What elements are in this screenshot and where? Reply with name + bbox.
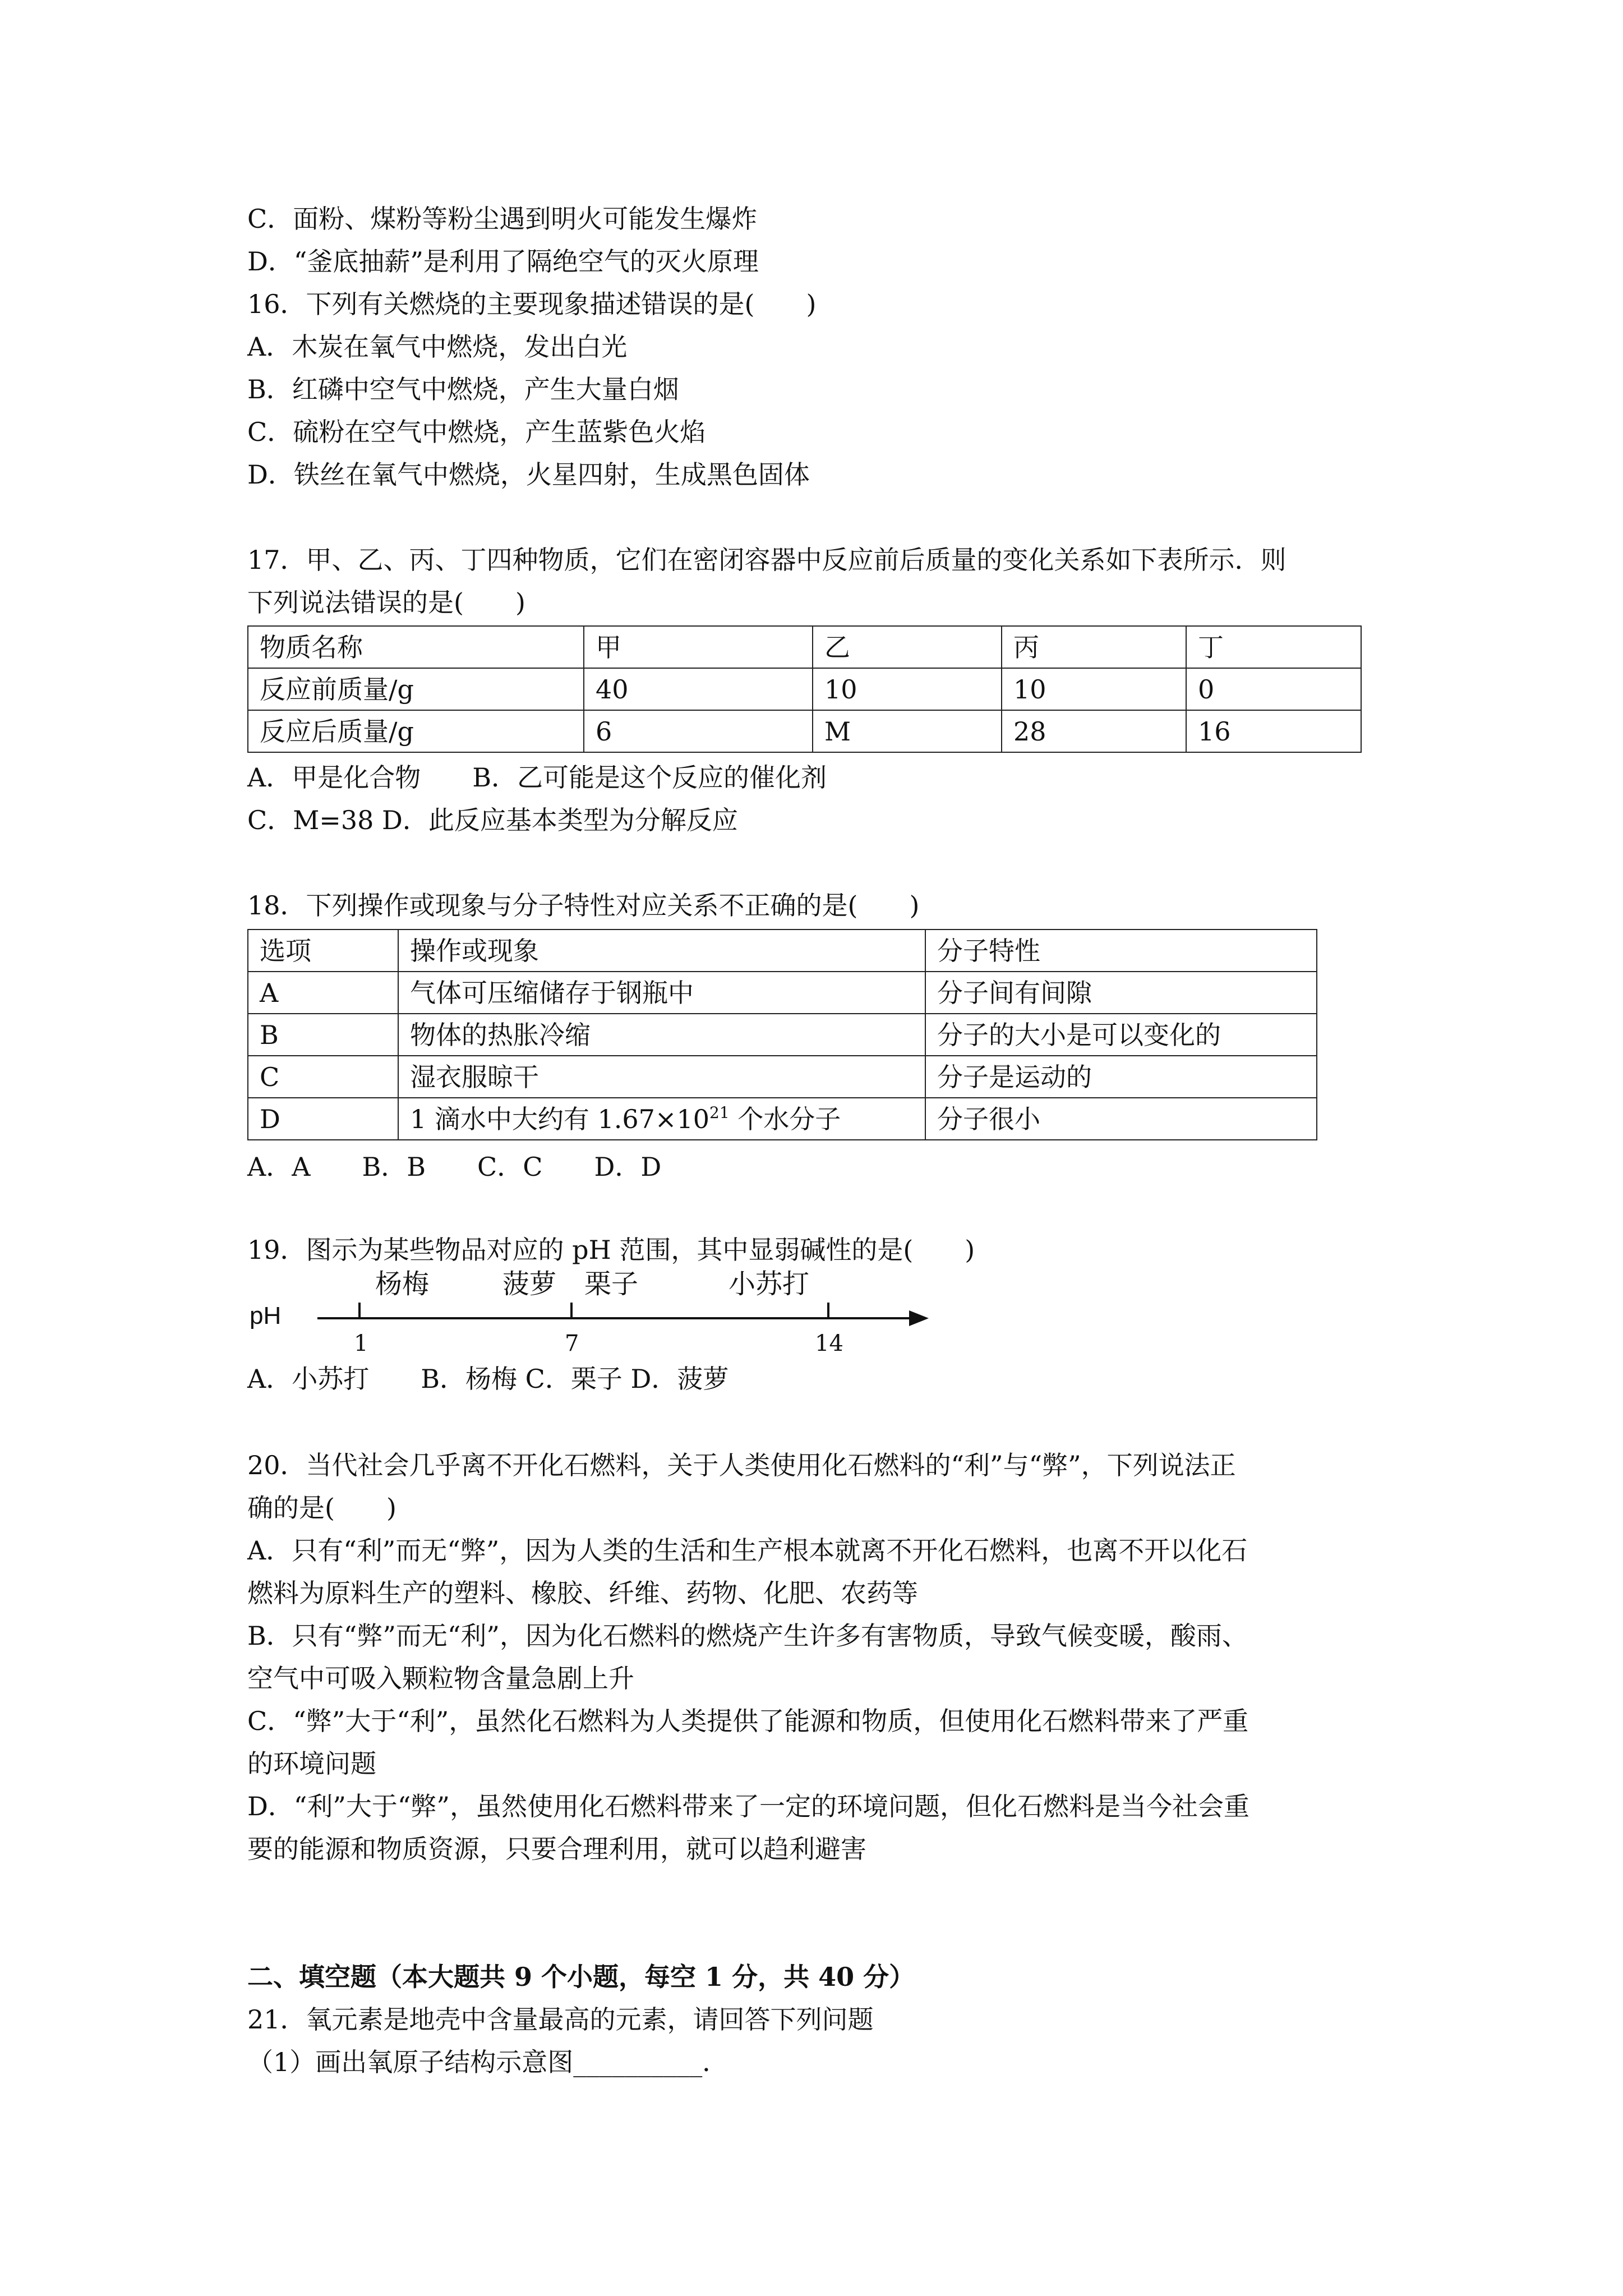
ph-item-label: 小苏打: [728, 1268, 810, 1300]
question-20-stem-line1: 20．当代社会几乎离不开化石燃料，关于人类使用化石燃料的“利”与“弊”，下列说法正: [247, 1450, 1236, 1480]
ph-item-label: 杨梅: [375, 1268, 430, 1300]
option-c-q20-line2: 的环境问题: [247, 1749, 376, 1779]
cell-text: 个水分子: [729, 1103, 841, 1134]
table-header-cell: 丁: [1186, 626, 1361, 668]
option-c-q15: C．面粉、煤粉等粉尘遇到明火可能发生爆炸: [247, 204, 758, 234]
table-cell: M: [813, 710, 1002, 752]
option-b-q16: B．红磷中空气中燃烧，产生大量白烟: [247, 374, 679, 404]
option-d-q16: D．铁丝在氧气中燃烧，火星四射，生成黑色固体: [247, 459, 810, 490]
table-header-cell: 乙: [813, 626, 1002, 668]
question-16-stem: 16．下列有关燃烧的主要现象描述错误的是( ): [247, 289, 817, 319]
table-cell: 10: [1002, 668, 1186, 710]
question-21-stem: 21．氧元素是地壳中含量最高的元素，请回答下列问题: [247, 2004, 874, 2035]
table-cell: B: [248, 1014, 398, 1056]
table-row: [248, 668, 1361, 710]
table-cell: 分子很小: [925, 1098, 1317, 1140]
options-ab-q17: A．甲是化合物 B．乙可能是这个反应的催化剂: [247, 762, 827, 793]
table-row: [248, 1056, 1317, 1098]
table-cell: 反应前质量/g: [248, 668, 584, 710]
table-header-cell: 甲: [584, 626, 813, 668]
question-21-part-1: （1）画出氧原子结构示意图__________．: [247, 2047, 728, 2077]
table-header-cell: 分子特性: [925, 930, 1317, 972]
table-header-cell: 丙: [1002, 626, 1186, 668]
table-row: [248, 972, 1317, 1014]
option-a-q20-line2: 燃料为原料生产的塑料、橡胶、纤维、药物、化肥、农药等: [247, 1578, 918, 1608]
table-header-cell: 操作或现象: [398, 930, 925, 972]
ph-tick-label: 14: [815, 1331, 843, 1356]
option-a-q16: A．木炭在氧气中燃烧，发出白光: [247, 332, 628, 362]
ph-axis-label: pH: [250, 1302, 282, 1329]
molecule-property-table: [247, 929, 1317, 1140]
table-cell: A: [248, 972, 398, 1014]
ph-item-label: 栗子: [584, 1268, 639, 1300]
table-header-cell: 物质名称: [248, 626, 584, 668]
ph-scale-figure: [247, 1262, 948, 1369]
ph-tick-label: 7: [565, 1331, 579, 1356]
option-d-q20-line1: D．“利”大于“弊”，虽然使用化石燃料带来了一定的环境问题，但化石燃料是当今社会重: [247, 1791, 1249, 1821]
table-cell: 分子间有间隙: [925, 972, 1317, 1014]
option-b-q20-line1: B．只有“弊”而无“利”，因为化石燃料的燃烧产生许多有害物质，导致气候变暖，酸雨、: [247, 1621, 1248, 1651]
table-cell: 16: [1186, 710, 1361, 752]
options-q19: A．小苏打 B．杨梅 C．栗子 D．菠萝: [247, 1364, 729, 1394]
question-18-stem: 18．下列操作或现象与分子特性对应关系不正确的是( ): [247, 890, 920, 921]
table-row: [248, 710, 1361, 752]
ph-item-label: 菠萝: [502, 1268, 557, 1300]
cell-text: 1 滴水中大约有 1.67×10: [410, 1103, 710, 1134]
options-q18: A．A B．B C．C D．D: [247, 1152, 662, 1182]
table-header-row: [248, 930, 1317, 972]
option-c-q20-line1: C．“弊”大于“利”，虽然化石燃料为人类提供了能源和物质，但使用化石燃料带来了严重: [247, 1706, 1249, 1736]
option-a-q20-line1: A．只有“利”而无“弊”，因为人类的生活和生产根本就离不开化石燃料，也离不开以化石: [247, 1535, 1248, 1566]
question-17-stem-line1: 17．甲、乙、丙、丁四种物质，它们在密闭容器中反应前后质量的变化关系如下表所示．则: [247, 545, 1287, 575]
table-cell: 反应后质量/g: [248, 710, 584, 752]
table-cell: 0: [1186, 668, 1361, 710]
table-header-cell: 选项: [248, 930, 398, 972]
table-cell: 分子的大小是可以变化的: [925, 1014, 1317, 1056]
arrow-head-icon: [909, 1310, 929, 1326]
table-row: [248, 1014, 1317, 1056]
table-cell: 10: [813, 668, 1002, 710]
question-19-stem: 19．图示为某些物品对应的 pH 范围，其中显弱碱性的是( ): [247, 1235, 975, 1265]
question-20-stem-line2: 确的是( ): [247, 1493, 396, 1523]
table-cell: C: [248, 1056, 398, 1098]
table-cell: 6: [584, 710, 813, 752]
question-17-stem-line2: 下列说法错误的是( ): [247, 587, 525, 618]
table-cell: 物体的热胀冷缩: [398, 1014, 925, 1056]
table-row: [248, 1098, 1317, 1140]
section-2-heading: 二、填空题（本大题共 9 个小题，每空 1 分，共 40 分）: [247, 1962, 915, 1992]
mass-change-table: [247, 625, 1362, 753]
table-cell: D: [248, 1098, 398, 1140]
table-header-row: [248, 626, 1361, 668]
options-cd-q17: C．M=38 D．此反应基本类型为分解反应: [247, 805, 738, 835]
option-d-q20-line2: 要的能源和物质资源，只要合理利用，就可以趋利避害: [247, 1834, 866, 1864]
option-d-q15: D．“釜底抽薪”是利用了隔绝空气的灭火原理: [247, 246, 759, 277]
table-cell: 湿衣服晾干: [398, 1056, 925, 1098]
table-cell: 气体可压缩储存于钢瓶中: [398, 972, 925, 1014]
table-cell: 分子是运动的: [925, 1056, 1317, 1098]
exponent: 21: [709, 1103, 730, 1122]
option-b-q20-line2: 空气中可吸入颗粒物含量急剧上升: [247, 1663, 634, 1694]
table-cell: 40: [584, 668, 813, 710]
table-cell: 28: [1002, 710, 1186, 752]
option-c-q16: C．硫粉在空气中燃烧，产生蓝紫色火焰: [247, 417, 706, 447]
table-cell: [398, 1098, 925, 1140]
ph-tick-label: 1: [354, 1331, 368, 1356]
